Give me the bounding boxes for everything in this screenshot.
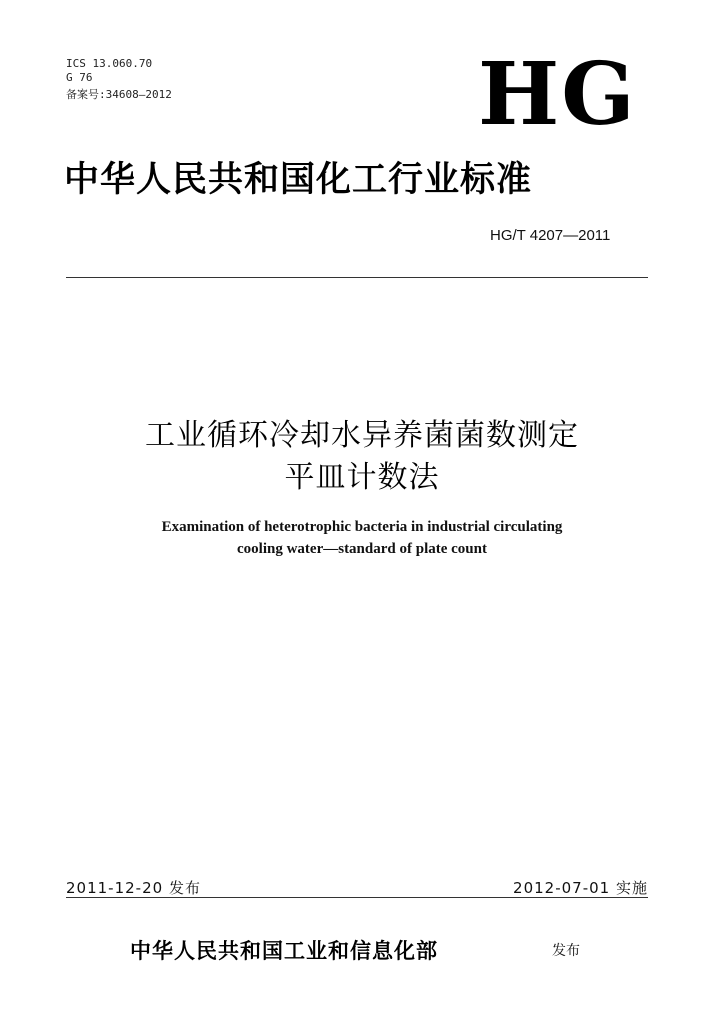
standard-logo: HG	[478, 44, 637, 145]
implementation-date: 2012-07-01 实施	[513, 879, 648, 897]
english-title-line-1: Examination of heterotrophic bacteria in industrial circulating	[161, 519, 563, 535]
classification-code: G 76	[66, 71, 93, 84]
record-number: 备案号:34608—2012	[66, 88, 172, 101]
chinese-title-line-1: 工业循环冷却水异养菌菌数测定	[145, 418, 579, 453]
english-title-line-2: cooling water—standard of plate count	[237, 541, 487, 557]
publisher-name: 中华人民共和国工业和信息化部	[130, 938, 438, 963]
standard-number: HG/T 4207—2011	[490, 227, 611, 244]
issue-date: 2011-12-20 发布	[66, 879, 201, 897]
top-divider	[66, 277, 648, 278]
bottom-divider	[66, 897, 648, 898]
chinese-title-line-2: 平皿计数法	[284, 460, 440, 495]
ics-code: ICS 13.060.70	[66, 57, 153, 70]
org-title: 中华人民共和国化工行业标准	[64, 159, 533, 200]
publish-label: 发布	[552, 943, 580, 959]
